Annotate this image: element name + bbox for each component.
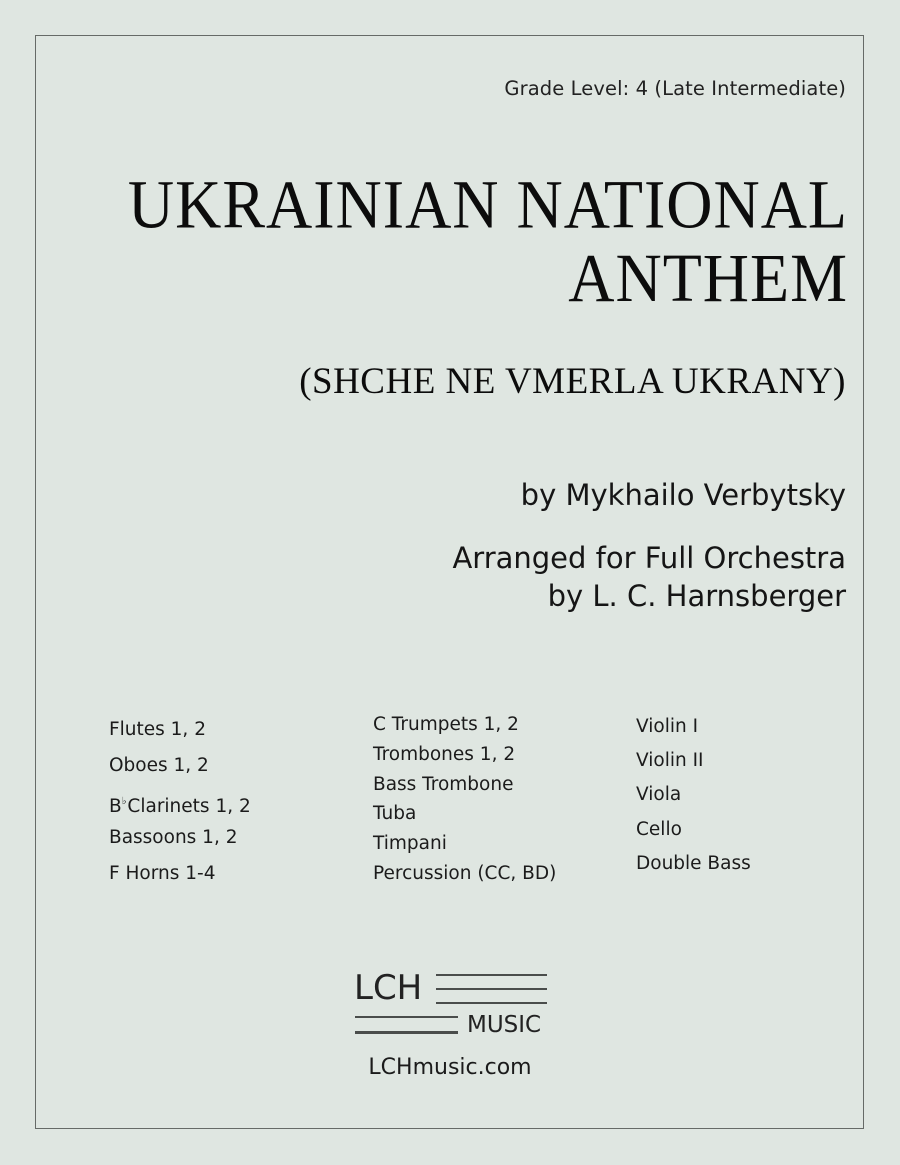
instrument-list-woodwinds-horns <box>109 712 251 892</box>
instrument-item: Violin I <box>636 716 699 737</box>
instrument-item: Percussion (CC, BD) <box>373 862 557 884</box>
instrument-name: Clarinets 1, 2 <box>127 796 251 817</box>
flat-symbol-icon: ♭ <box>121 796 127 807</box>
instrument-item: C Trumpets 1, 2 <box>373 714 519 735</box>
instrument-item: Viola <box>636 784 682 806</box>
instrument-list-strings <box>636 710 751 881</box>
instrument-item: Cello <box>636 818 682 840</box>
composer-credit: by Mykhailo Verbytsky <box>520 478 846 512</box>
instrument-item: Violin II <box>636 750 704 772</box>
logo-staff-line-icon <box>436 974 547 976</box>
instrument-key: B <box>109 796 122 817</box>
logo-staff-line-icon <box>355 1016 458 1018</box>
instrument-item: Double Bass <box>636 852 751 874</box>
logo-lch-text: LCH <box>354 968 423 1008</box>
title-line-2: ANTHEM <box>568 239 848 316</box>
arranged-line-1: Arranged for Full Orchestra <box>452 541 846 575</box>
publisher-logo <box>352 968 552 1043</box>
logo-staff-line-icon <box>436 1002 547 1004</box>
instrument-item: F Horns 1-4 <box>109 863 216 884</box>
arranger-credit <box>452 539 846 615</box>
grade-level: Grade Level: 4 (Late Intermediate) <box>504 77 846 100</box>
instrument-item: Bass Trombone <box>373 773 514 795</box>
logo-music-text: MUSIC <box>467 1012 542 1038</box>
instrument-list-brass-percussion <box>373 710 556 889</box>
instrument-item <box>109 784 251 820</box>
instrument-item: Timpani <box>373 833 447 855</box>
subtitle: (SHCHE NE VMERLA UKRANY) <box>299 361 846 402</box>
instrument-item: Oboes 1, 2 <box>109 755 209 776</box>
instrument-item: Flutes 1, 2 <box>109 719 206 740</box>
page-title <box>127 165 848 316</box>
arranged-line-2: by L. C. Harnsberger <box>547 579 846 613</box>
instrument-item: Tuba <box>373 803 417 825</box>
title-line-1: UKRAINIAN NATIONAL <box>127 165 848 243</box>
publisher-website: LCHmusic.com <box>368 1055 532 1080</box>
logo-staff-line-icon <box>355 1031 458 1034</box>
instrument-item: Trombones 1, 2 <box>373 743 516 765</box>
instrument-item: Bassoons 1, 2 <box>109 827 238 848</box>
logo-staff-line-icon <box>436 988 547 990</box>
